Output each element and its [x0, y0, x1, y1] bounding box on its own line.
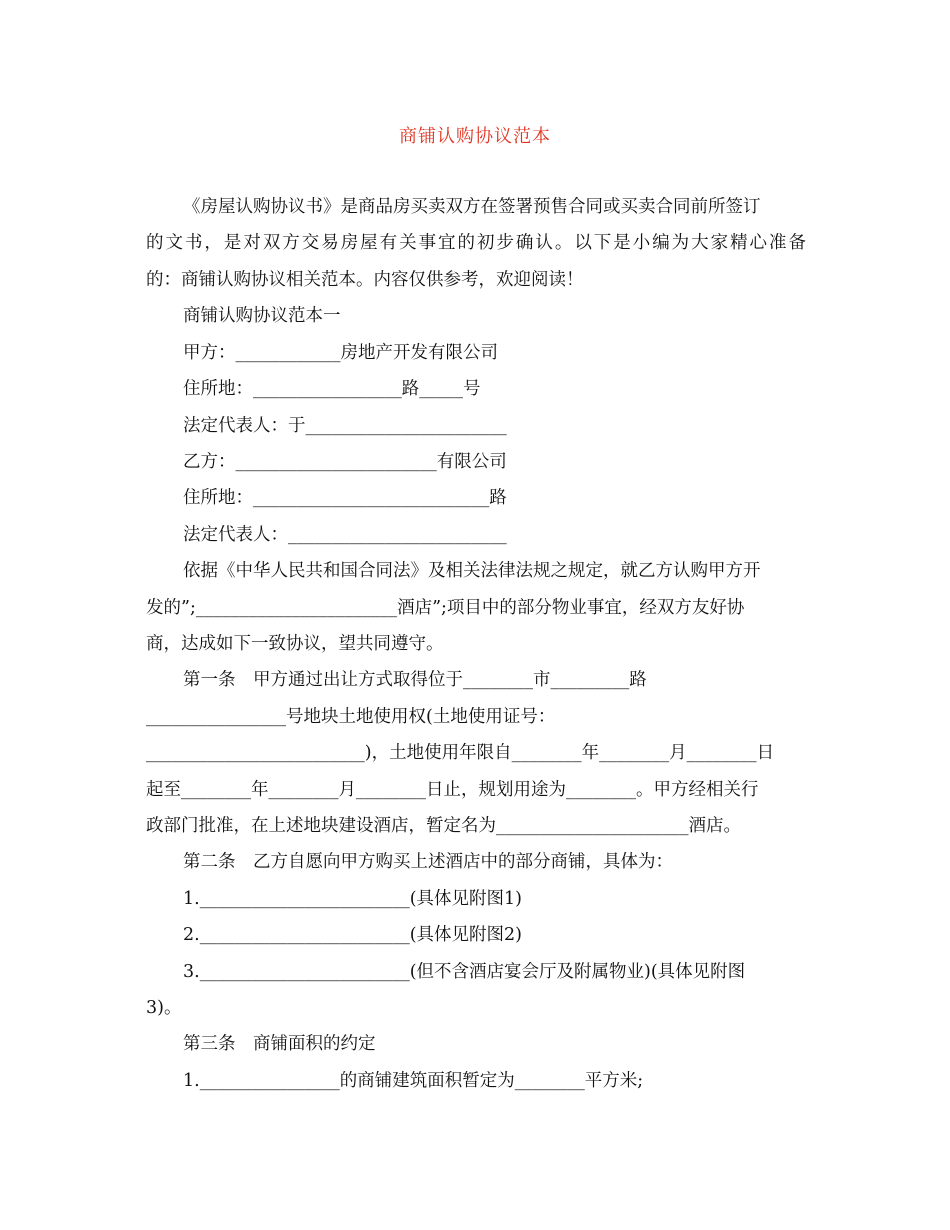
- article-1-line: 第一条 甲方通过出让方式取得位于________市_________路: [183, 670, 647, 690]
- article-1-line: 政部门批准，在上述地块建设酒店，暂定名为______________________酒店。: [146, 816, 741, 836]
- paragraph-line: 发的”;_______________________酒店”;项目中的部分物业事宜，经双方友好协: [146, 598, 745, 618]
- section-heading: 商铺认购协议范本一: [183, 306, 341, 326]
- party-a-address-line: 住所地：_________________路_____号: [183, 379, 481, 399]
- article-2-line: 第二条 乙方自愿向甲方购买上述酒店中的部分商铺，具体为：: [183, 852, 673, 872]
- party-b-representative-line: 法定代表人：_________________________: [183, 525, 507, 545]
- paragraph-line: 《房屋认购协议书》是商品房买卖双方在签署预售合同或买卖合同前所签订: [183, 197, 761, 217]
- party-a-representative-line: 法定代表人：于_______________________: [183, 416, 507, 436]
- list-item: 1.________________的商铺建筑面积暂定为________平方米;: [183, 1071, 644, 1091]
- paragraph-line: 的文书，是对双方交易房屋有关事宜的初步确认。以下是小编为大家精心准备: [146, 233, 806, 253]
- article-1-line: _________________________)，土地使用年限自________年________月________日: [146, 743, 775, 763]
- paragraph-line: 依据《中华人民共和国合同法》及相关法律法规之规定，就乙方认购甲方开: [183, 561, 761, 581]
- list-item: 3.________________________(但不含酒店宴会厅及附属物业)(具体见附图: [183, 962, 746, 982]
- article-3-line: 第三条 商铺面积的约定: [183, 1034, 376, 1054]
- list-item-continuation: 3)。: [146, 998, 182, 1018]
- paragraph-line: 的：商铺认购协议相关范本。内容仅供参考，欢迎阅读！: [146, 270, 584, 290]
- document-title: 商铺认购协议范本: [399, 126, 551, 147]
- paragraph-line: 商，达成如下一致协议，望共同遵守。: [146, 634, 444, 654]
- list-item: 1.________________________(具体见附图1): [183, 889, 522, 909]
- article-1-line: ________________号地块土地使用权(土地使用证号：: [146, 707, 556, 727]
- party-b-address-line: 住所地：___________________________路: [183, 488, 507, 508]
- article-1-line: 起至________年________月________日止，规划用途为________。甲方经相关行: [146, 780, 759, 800]
- party-a-line: 甲方：____________房地产开发有限公司: [183, 343, 498, 363]
- party-b-line: 乙方：_______________________有限公司: [183, 452, 507, 472]
- list-item: 2.________________________(具体见附图2): [183, 925, 522, 945]
